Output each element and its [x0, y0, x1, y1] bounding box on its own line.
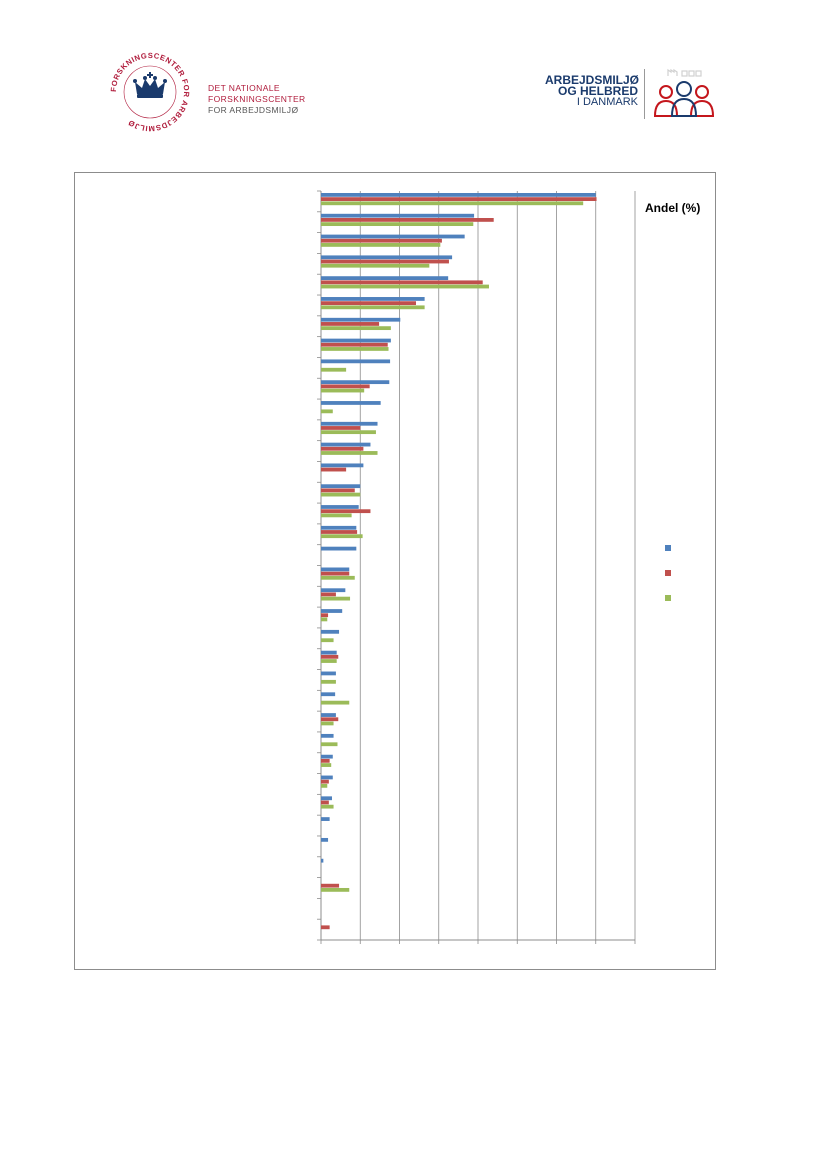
- bar-s1-c21: [321, 609, 342, 613]
- bar-s2-c34: [321, 884, 339, 888]
- bar-s1-c12: [321, 422, 378, 426]
- bar-s2-c2: [321, 218, 494, 222]
- bar-s1-c23: [321, 651, 337, 655]
- bar-s1-c8: [321, 339, 391, 343]
- bar-s1-c25: [321, 692, 335, 696]
- bar-s3-c26: [321, 722, 334, 726]
- bar-s3-c29: [321, 784, 327, 788]
- bar-s1-c11: [321, 401, 381, 405]
- bar-s2-c21: [321, 613, 328, 617]
- three-people-icon: [652, 68, 716, 120]
- bar-s1-c30: [321, 796, 332, 800]
- bar-s3-c22: [321, 638, 334, 642]
- bar-s3-c30: [321, 805, 334, 809]
- bar-s2-c7: [321, 322, 379, 326]
- org-name: [208, 83, 368, 116]
- bar-s2-c19: [321, 572, 349, 576]
- bar-s1-c26: [321, 713, 336, 717]
- unit-label: Andel (%): [645, 201, 701, 215]
- bar-s1-c18: [321, 547, 356, 551]
- legend-swatch-series-1: [665, 545, 671, 551]
- bar-s2-c12: [321, 426, 360, 430]
- seal-text: FORSKNINGSCENTER FOR ARBEJDSMILJØ: [108, 50, 192, 134]
- chart-frame: [74, 172, 716, 970]
- bar-s3-c10: [321, 389, 364, 393]
- bar-s3-c9: [321, 368, 346, 372]
- bar-s2-c8: [321, 343, 388, 347]
- amh-line2: OG HELBRED: [557, 84, 638, 98]
- bar-s1-c28: [321, 755, 333, 759]
- bar-s2-c29: [321, 780, 329, 784]
- bar-s2-c6: [321, 301, 416, 305]
- amh-wordmark: [545, 75, 638, 108]
- bar-s3-c6: [321, 305, 425, 309]
- bar-s2-c15: [321, 488, 355, 492]
- bar-s2-c13: [321, 447, 363, 451]
- bar-s3-c19: [321, 576, 355, 580]
- bar-s1-c27: [321, 734, 334, 738]
- bar-s1-c4: [321, 255, 452, 259]
- bar-s2-c5: [321, 280, 483, 284]
- bar-s2-c3: [321, 239, 442, 243]
- bar-s1-c3: [321, 235, 465, 239]
- header-left-logo: [108, 50, 368, 134]
- bar-chart: [75, 173, 715, 969]
- bar-s3-c4: [321, 264, 429, 268]
- bar-s1-c13: [321, 443, 370, 447]
- bar-s3-c23: [321, 659, 337, 663]
- bar-s2-c16: [321, 509, 370, 513]
- bar-s2-c10: [321, 384, 370, 388]
- bar-s3-c5: [321, 285, 489, 289]
- bar-s1-c32: [321, 838, 328, 842]
- bar-s2-c4: [321, 260, 449, 264]
- bar-s1-c14: [321, 463, 363, 467]
- amh-line3: I DANMARK: [576, 96, 638, 108]
- bar-s1-c7: [321, 318, 400, 322]
- bar-s1-c19: [321, 568, 349, 572]
- bar-s3-c21: [321, 618, 327, 622]
- bar-s2-c1: [321, 197, 597, 201]
- bar-s3-c16: [321, 513, 352, 517]
- bar-s3-c17: [321, 534, 363, 538]
- bar-s1-c9: [321, 359, 390, 363]
- bar-s3-c13: [321, 451, 378, 455]
- bar-s2-c20: [321, 593, 336, 597]
- bar-s2-c36: [321, 925, 330, 929]
- org-name-line2: FOR ARBEJDSMILJØ: [208, 105, 299, 115]
- bar-s1-c29: [321, 776, 333, 780]
- bar-s3-c12: [321, 430, 376, 434]
- bar-s1-c1: [321, 193, 596, 197]
- bar-s2-c28: [321, 759, 330, 763]
- header-right-logo: [540, 66, 720, 122]
- legend-swatch-series-3: [665, 595, 671, 601]
- bar-s1-c22: [321, 630, 339, 634]
- bar-s2-c30: [321, 801, 329, 805]
- bar-s2-c14: [321, 468, 346, 472]
- bar-s3-c11: [321, 409, 333, 413]
- bar-s3-c7: [321, 326, 391, 330]
- bar-s3-c24: [321, 680, 336, 684]
- bar-s1-c6: [321, 297, 425, 301]
- bar-s3-c27: [321, 742, 337, 746]
- bar-s3-c8: [321, 347, 389, 351]
- bar-s1-c15: [321, 484, 360, 488]
- bar-s2-c17: [321, 530, 357, 534]
- bar-s3-c3: [321, 243, 440, 247]
- bar-s1-c16: [321, 505, 359, 509]
- bar-s3-c20: [321, 597, 350, 601]
- amh-line1: ARBEJDSMILJØ: [545, 73, 640, 87]
- bar-s1-c31: [321, 817, 330, 821]
- crown-seal-icon: [108, 50, 192, 134]
- bar-s1-c20: [321, 588, 345, 592]
- bar-s1-c17: [321, 526, 356, 530]
- bar-s2-c23: [321, 655, 338, 659]
- bar-s3-c25: [321, 701, 349, 705]
- bar-s1-c10: [321, 380, 389, 384]
- legend-swatch-series-2: [665, 570, 671, 576]
- org-name-line1: DET NATIONALE FORSKNINGSCENTER: [208, 83, 306, 104]
- bar-s1-c24: [321, 672, 336, 676]
- bar-s1-c33: [321, 859, 323, 863]
- bar-s1-c5: [321, 276, 448, 280]
- bar-s1-c2: [321, 214, 474, 218]
- bar-s3-c34: [321, 888, 349, 892]
- bar-s2-c26: [321, 717, 338, 721]
- bar-s3-c1: [321, 201, 583, 205]
- bar-s3-c2: [321, 222, 473, 226]
- logo-divider: [644, 69, 645, 119]
- bar-s3-c28: [321, 763, 331, 767]
- bar-s3-c15: [321, 493, 360, 497]
